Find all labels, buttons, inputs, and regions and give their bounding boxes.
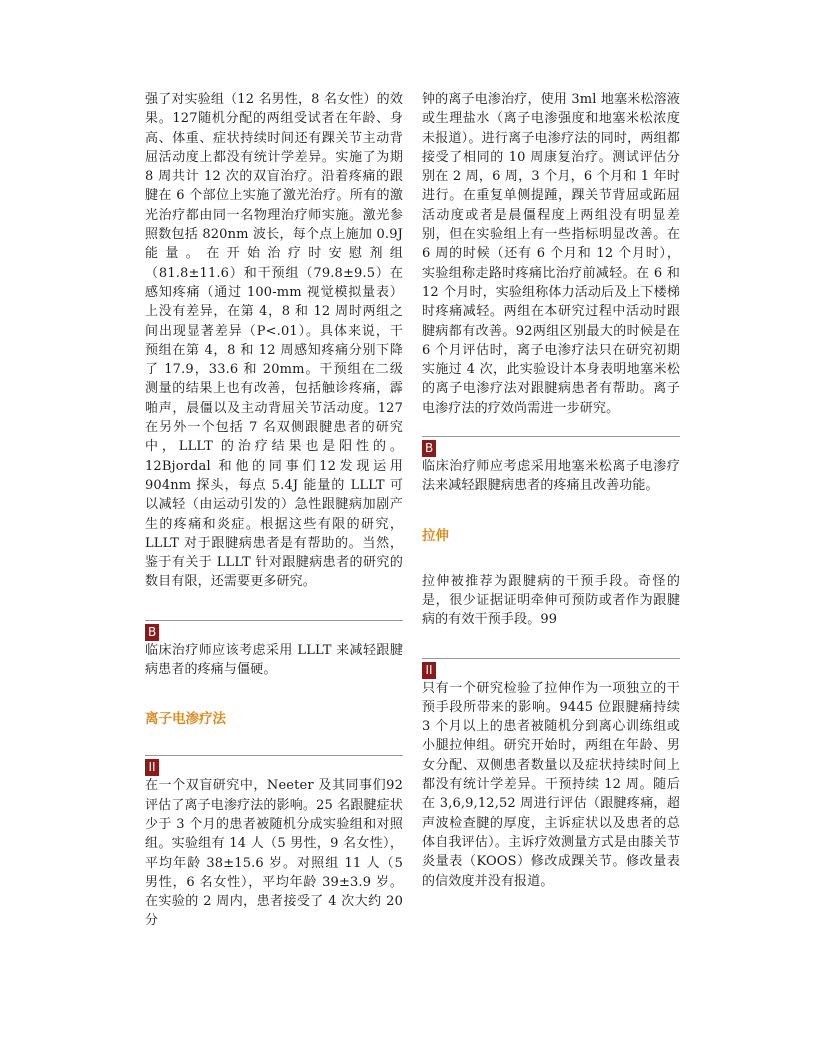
evidence-box xyxy=(422,658,680,891)
grade-badge: B xyxy=(422,440,436,457)
evidence-level-badge: II xyxy=(422,662,436,679)
body-paragraph: 在一个双盲研究中，Neeter 及其同事们92评估了离子电渗疗法的影响。25 名跟腱症状少于 3 个月的患者被随机分成实验组和对照组。实验组有 14 人（5 男性，9 名女性），平均年龄 38±15.6 岁。对照组 11 人（5 男性，6 名女性），平均年龄 39±3.9 岁。在实验的 2 周内，患者接受了 4 次大约 20 分 xyxy=(145,778,403,929)
section-heading: 离子电渗疗法 xyxy=(145,711,226,728)
evidence-box xyxy=(145,755,403,930)
recommendation-box xyxy=(145,620,403,680)
recommendation-text: 临床治疗师应考虑采用地塞米松离子电渗疗法来减轻跟腱病患者的疼痛且改善功能。 xyxy=(422,459,680,494)
body-paragraph: 拉伸被推荐为跟腱病的干预手段。奇怪的是，很少证据证明牵伸可预防或者作为跟腱病的有效干预手段。99 xyxy=(422,573,680,628)
body-paragraph: 强了对实验组（12 名男性，8 名女性）的效果。127随机分配的两组受试者在年龄、身高、体重、症状持续时间还有踝关节主动背屈活动度上都没有统计学差异。实施了为期 8 周共计 12 次的双盲治疗。沿着疼痛的跟腱在 6 个部位上实施了激光治疗。所有的激光治疗都由同一名物理治疗师实施。激光参照数包括 820nm 波长，每个点上施加 0.9J 能量。在开始治疗时安慰剂组（81.8±11.6）和干预组（79.8±9.5）在感知疼痛（通过 100-mm 视觉模拟量表）上没有差异，在第 4，8 和 12 周时两组之间出现显著差异（P<.01）。具体来说，干预组在第 4，8 和 12 周感知疼痛分别下降了 17.9，33.6 和 20mm。干预组在二级测量的结果上也有改善，包括触诊疼痛，霹啪声，晨僵以及主动背屈关节活动度。127在另外一个包括 7 名双侧跟腱患者的研究中，LLLT 的治疗结果也是阳性的。12Bjordal 和他的同事们12发现运用 904nm 探头，每点 5.4J 能量的 LLLT 可以减轻（由运动引发的）急性跟腱病加剧产生的疼痛和炎症。根据这些有限的研究，LLLT 对于跟腱病患者是有帮助的。当然，鉴于有关于 LLLT 针对跟腱病患者的研究的数目有限，还需要更多研究。 xyxy=(145,92,403,590)
recommendation-box xyxy=(422,436,680,496)
recommendation-text: 临床治疗师应该考虑采用 LLLT 来减轻跟腱病患者的疼痛与僵硬。 xyxy=(145,642,403,678)
body-paragraph: 钟的离子电渗治疗，使用 3ml 地塞米松溶液或生理盐水（离子电渗强度和地塞米松浓度未报道）。进行离子电渗疗法的同时，两组都接受了相同的 10 周康复治疗。测试评估分别在 2 周，6 周，3 个月，6 个月和 1 年时进行。在重复单侧提踵，踝关节背屈或跖屈活动度或者是晨僵程度上两组没有明显差别，但在实验组上有一些指标明显改善。在 6 周的时候（还有 6 个月和 12 个月时），实验组称走路时疼痛比治疗前减轻。在 6 和 12 个月时，实验组称体力活动后及上下楼梯时疼痛减轻。两组在本研究过程中活动时跟腱病都有改善。92两组区别最大的时候是在 6 个月评估时，离子电渗疗法只在研究初期实施过 4 次，此实验设计本身表明地塞米松的离子电渗疗法对跟腱病患者有帮助。离子电渗疗法的疗效尚需进一步研究。 xyxy=(422,92,680,416)
evidence-level-badge: II xyxy=(145,759,159,776)
body-paragraph: 只有一个研究检验了拉伸作为一项独立的干预手段所带来的影响。9445 位跟腱痛持续 3 个月以上的患者被随机分到离心训练组或小腿拉伸组。研究开始时，两组在年龄、男女分配、双侧患者数量以及症状持续时间上都没有统计学差异。干预持续 12 周。随后在 3,6,9,12,52 周进行评估（跟腱疼痛，超声波检查腱的厚度，主诉症状以及患者的总体自我评估）。主诉疗效测量方式是由膝关节炎量表（KOOS）修改成踝关节。修改量表的信效度并没有报道。 xyxy=(422,680,680,889)
section-heading: 拉伸 xyxy=(422,527,449,544)
left-column xyxy=(145,90,403,931)
right-column xyxy=(422,90,680,891)
grade-badge: B xyxy=(145,624,159,641)
